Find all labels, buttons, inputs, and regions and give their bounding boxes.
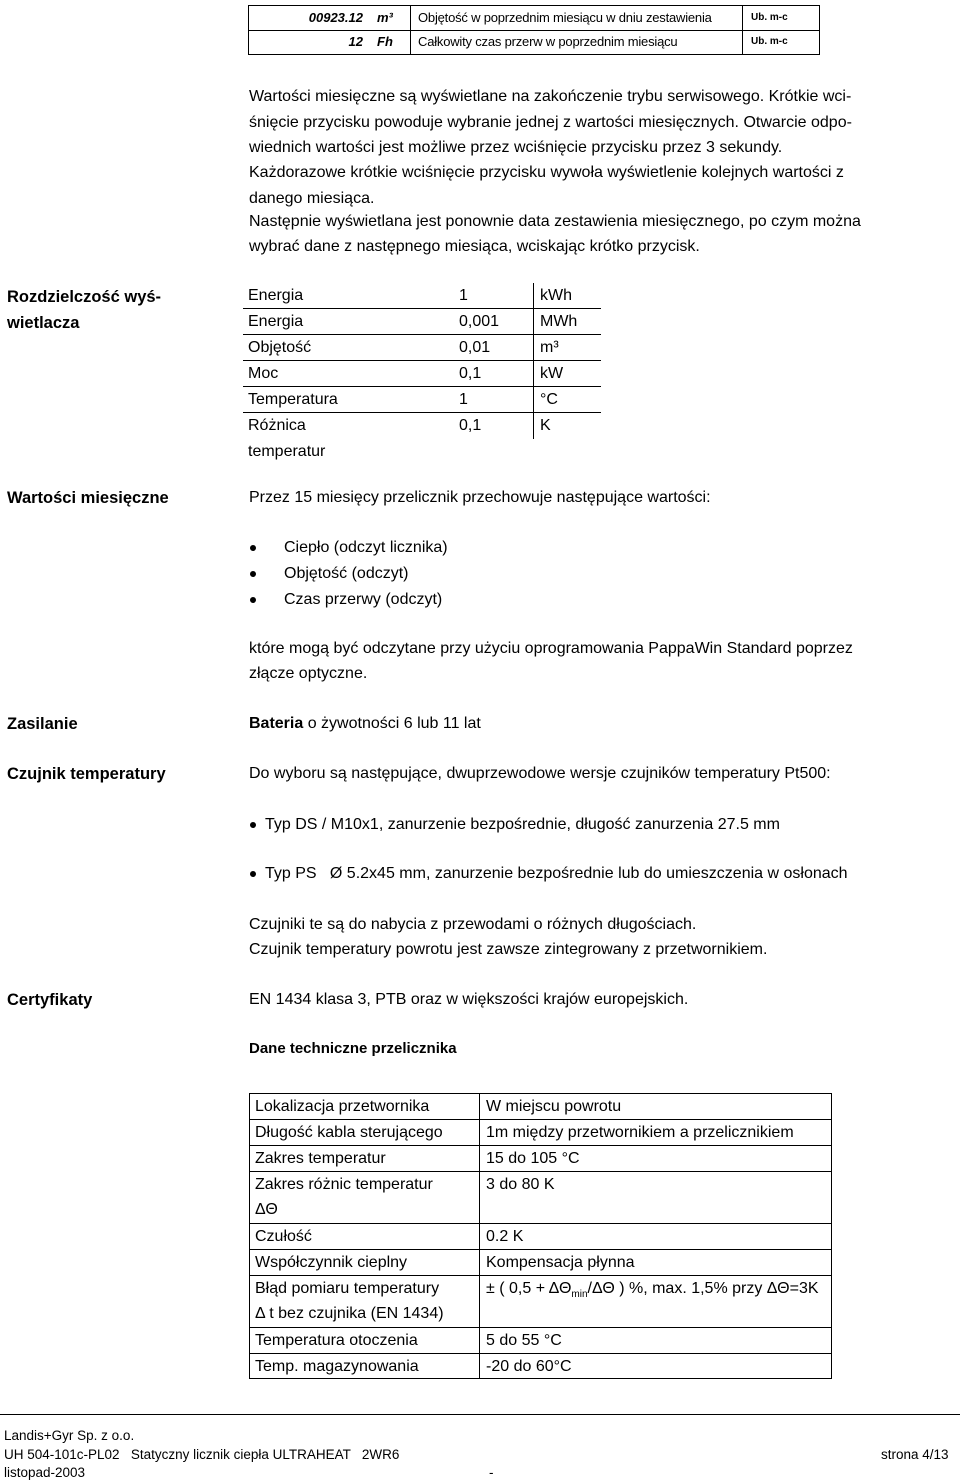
resolution-label bbox=[7, 284, 161, 336]
register-code: 00923.12 bbox=[308, 10, 363, 25]
bullet-icon bbox=[250, 822, 256, 828]
sensor-note: Czujniki te są do nabycia z przewodami o różnych długościach. bbox=[249, 916, 697, 933]
quantity-resolution: 0,01 bbox=[459, 339, 491, 356]
table-rule bbox=[533, 283, 534, 439]
monthly-label: Wartości miesięczne bbox=[7, 489, 169, 507]
quantity-name: Moc bbox=[248, 365, 279, 382]
parameter-name: Lokalizacja przetwornika bbox=[255, 1098, 430, 1115]
value-subscript: min bbox=[571, 1289, 588, 1301]
certificates-label: Certyfikaty bbox=[7, 991, 93, 1009]
paragraph-line: Następnie wyświetlana jest ponownie data zestawienia miesięcznego, po czym można bbox=[249, 213, 861, 230]
paragraph-line: Wartości miesięczne są wyświetlane na zakończenie trybu serwisowego. Krótkie wci- bbox=[249, 88, 852, 105]
quantity-name: Temperatura bbox=[248, 391, 338, 408]
parameter-name: Współczynnik cieplny bbox=[255, 1254, 408, 1271]
label-line: Rozdzielczość wyś- bbox=[7, 288, 162, 306]
quantity-resolution: 0,001 bbox=[459, 313, 500, 330]
paragraph-line: śnięcie przycisku powoduje wybranie jednej z wartości miesięcznych. Otwarcie odpo- bbox=[249, 114, 852, 131]
monthly-values-table bbox=[248, 5, 820, 55]
footer-company: Landis+Gyr Sp. z o.o. bbox=[4, 1428, 135, 1443]
sensor-note: Czujnik temperatury powrotu jest zawsze zintegrowany z przetwornikiem. bbox=[249, 941, 768, 958]
list-item: Typ DS / M10x1, zanurzenie bezpośrednie, długość zanurzenia 27.5 mm bbox=[265, 816, 780, 833]
footer-document: UH 504-101c-PL02 Statyczny licznik ciepła ULTRAHEAT 2WR6 bbox=[4, 1447, 400, 1462]
table-rule bbox=[243, 334, 601, 335]
parameter-name: Czułość bbox=[255, 1228, 312, 1245]
parameter-name: Temp. magazynowania bbox=[255, 1358, 419, 1375]
monthly-outro-line: złącze optyczne. bbox=[249, 665, 368, 682]
parameter-value bbox=[486, 1276, 819, 1308]
bullet-icon bbox=[250, 545, 256, 551]
table-rule bbox=[243, 386, 601, 387]
power-text bbox=[249, 711, 481, 737]
value-part: /ΔΘ ) %, max. 1,5% przy ΔΘ=3K bbox=[587, 1280, 819, 1297]
power-label: Zasilanie bbox=[7, 715, 78, 733]
footer-page-number: strona 4/13 bbox=[881, 1447, 949, 1462]
parameter-name: Błąd pomiaru temperatury bbox=[255, 1280, 440, 1297]
parameter-name-cont: Δ t bez czujnika (EN 1434) bbox=[255, 1305, 444, 1322]
list-item: Ciepło (odczyt licznika) bbox=[284, 539, 448, 556]
table-rule bbox=[243, 308, 601, 309]
register-description: Objętość w poprzednim miesiącu w dniu zestawienia bbox=[411, 6, 743, 30]
bullet-icon bbox=[250, 571, 256, 577]
sensor-label: Czujnik temperatury bbox=[7, 765, 166, 783]
parameter-value: W miejscu powrotu bbox=[486, 1098, 622, 1115]
table-rule bbox=[243, 360, 601, 361]
quantity-unit: K bbox=[540, 417, 551, 434]
parameter-name: Zakres różnic temperatur bbox=[255, 1176, 433, 1193]
quantity-name: Energia bbox=[248, 287, 304, 304]
quantity-unit: °C bbox=[540, 391, 558, 408]
register-reference: Ub. m-c bbox=[751, 36, 788, 47]
footer-dash: - bbox=[489, 1465, 494, 1480]
quantity-name: Energia bbox=[248, 313, 304, 330]
table-rule bbox=[479, 1093, 480, 1379]
table-row bbox=[249, 6, 819, 31]
quantity-name: Objętość bbox=[248, 339, 312, 356]
footer-rule bbox=[0, 1414, 960, 1415]
quantity-unit: kWh bbox=[540, 287, 572, 304]
table-row bbox=[249, 30, 819, 54]
quantity-unit: MWh bbox=[540, 313, 578, 330]
power-rest: o żywotności 6 lub 11 lat bbox=[303, 715, 481, 732]
register-description: Całkowity czas przerw w poprzednim miesiącu bbox=[411, 30, 743, 54]
parameter-value: 0.2 K bbox=[486, 1228, 524, 1245]
value-part: ± ( 0,5 + ΔΘ bbox=[486, 1280, 572, 1297]
parameter-name: Temperatura otoczenia bbox=[255, 1332, 418, 1349]
parameter-value: Kompensacja płynna bbox=[486, 1254, 635, 1271]
monthly-intro: Przez 15 miesięcy przelicznik przechowuje następujące wartości: bbox=[249, 489, 711, 506]
parameter-value: 5 do 55 °C bbox=[486, 1332, 562, 1349]
parameter-value: 1m między przetwornikiem a przelicznikiem bbox=[486, 1124, 794, 1141]
table-rule bbox=[243, 412, 601, 413]
parameter-name: Zakres temperatur bbox=[255, 1150, 386, 1167]
register-reference: Ub. m-c bbox=[751, 12, 788, 23]
register-unit: Fh bbox=[367, 30, 411, 54]
quantity-resolution: 0,1 bbox=[459, 417, 482, 434]
power-bold: Bateria bbox=[249, 715, 304, 732]
quantity-resolution: 0,1 bbox=[459, 365, 482, 382]
quantity-resolution: 1 bbox=[459, 391, 468, 408]
list-item: Typ PS Ø 5.2x45 mm, zanurzenie bezpośrednie lub do umieszczenia w osłonach bbox=[265, 865, 848, 882]
register-unit: m³ bbox=[367, 6, 411, 30]
bullet-icon bbox=[250, 597, 256, 603]
monthly-outro-line: które mogą być odczytane przy użyciu oprogramowania PappaWin Standard poprzez bbox=[249, 640, 853, 657]
paragraph-line: Każdorazowe krótkie wciśnięcie przycisku wywoła wyświetlenie kolejnych wartości z bbox=[249, 164, 844, 181]
parameter-value: -20 do 60°C bbox=[486, 1358, 572, 1375]
paragraph-line: wybrać dane z następnego miesiąca, wciskając krótko przycisk. bbox=[249, 238, 700, 255]
quantity-name: Różnica temperatur bbox=[248, 417, 326, 460]
tech-heading: Dane techniczne przelicznika bbox=[249, 1040, 457, 1057]
table-rule bbox=[249, 1223, 832, 1224]
list-item: Czas przerwy (odczyt) bbox=[284, 591, 443, 608]
quantity-unit: kW bbox=[540, 365, 564, 382]
quantity-unit: m³ bbox=[540, 339, 559, 356]
paragraph-line: danego miesiąca. bbox=[249, 190, 375, 207]
parameter-value: 3 do 80 K bbox=[486, 1176, 555, 1193]
sensor-intro: Do wyboru są następujące, dwuprzewodowe wersje czujników temperatury Pt500: bbox=[249, 765, 831, 782]
paragraph-line: wiednich wartości jest możliwe przez wciśnięcie przycisku przez 3 sekundy. bbox=[249, 139, 783, 156]
parameter-name: Długość kabla sterującego bbox=[255, 1124, 443, 1141]
label-line: wietlacza bbox=[7, 314, 80, 332]
bullet-icon bbox=[250, 871, 256, 877]
parameter-name-cont: ΔΘ bbox=[255, 1201, 278, 1218]
register-code: 12 bbox=[348, 34, 363, 49]
certificates-text: EN 1434 klasa 3, PTB oraz w większości krajów europejskich. bbox=[249, 991, 689, 1008]
footer-date: listopad-2003 bbox=[4, 1465, 86, 1480]
parameter-value: 15 do 105 °C bbox=[486, 1150, 580, 1167]
list-item: Objętość (odczyt) bbox=[284, 565, 409, 582]
quantity-resolution: 1 bbox=[459, 287, 468, 304]
